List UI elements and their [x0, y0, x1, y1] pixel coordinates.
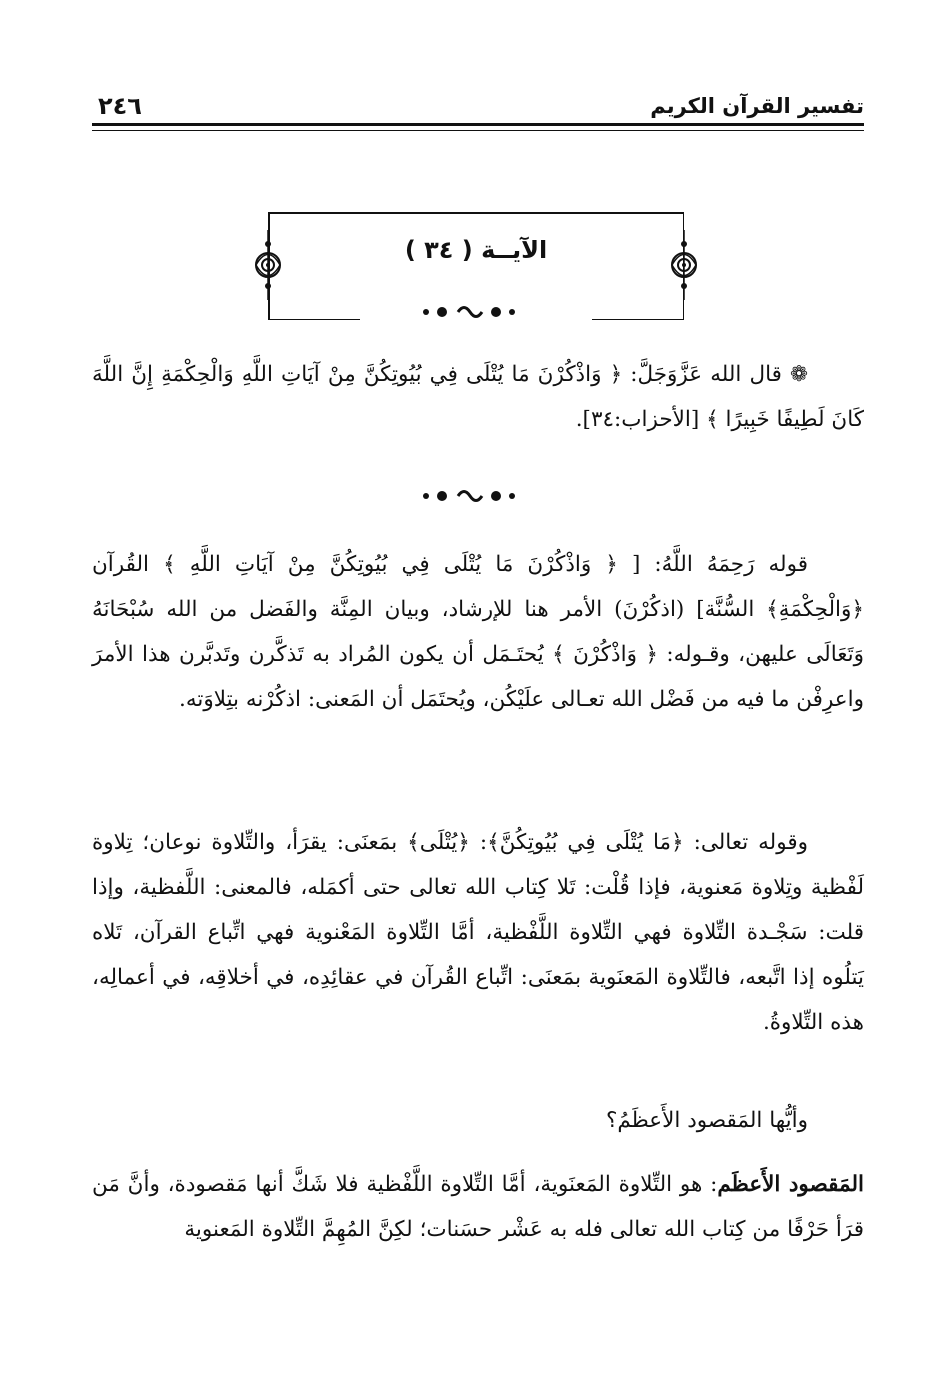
commentary-text: قوله رَحِمَهُ اللَّهُ: [ ﴿ وَاذْكُرْنَ مَا يُتْلَى فِي بُيُوتِكُنَّ مِنْ آيَاتِ اللَّهِ ﴾ القُرآن ﴿وَالْحِكْمَةِ﴾ السُّنَّة] (اذكُرْنَ) الأمر هنا للإرشاد، وبيان المِنَّة والفَضل من الله سُبْحَانَهُ وَتَعَالَى عليهن، وقـوله: ﴿ وَاذْكُرْنَ ﴾ يُحتَـمَل أن يكون المُراد به تَذكَّرن وتَدبَّرن هذا الأمرَ واعرِفْن ما فيه من فَضْل الله تعـالى علَيْكُن، ويُحتَمَل أن المَعنى: اذكُرْنه بتِلاوَته.: [92, 552, 864, 712]
page-number: ٢٤٦: [98, 92, 142, 120]
divider-dots-icon: [420, 486, 530, 506]
answer-paragraph: [92, 1162, 864, 1252]
answer-bold-lead: المَقصود الأَعظَم: [717, 1172, 864, 1197]
recitation-paragraph: [92, 820, 864, 1045]
answer-text: : هو التِّلاوة المَعنَوية، أمَّا التِّلاوة اللَّفْظية فلا شَكَّ أنها مَقصودة، وأنَّ مَن قرَأ حَرْفًا من كِتاب الله تعالى فله به عَشْر حسَنات؛ لكِنَّ المُهِمَّ التِّلاوة المَعنوية: [92, 1172, 864, 1242]
question-paragraph: [92, 1098, 864, 1143]
commentary-paragraph: [92, 542, 864, 722]
running-title: تفسير القرآن الكريم: [650, 94, 864, 118]
verse-paragraph: [92, 352, 864, 442]
verse-text: قال الله عَزَّوَجَلَّ: ﴿ وَاذْكُرْنَ مَا يُتْلَى فِي بُيُوتِكُنَّ مِنْ آيَاتِ اللَّهِ وَالْحِكْمَةِ إِنَّ اللَّهَ كَانَ لَطِيفًا خَبِيرًا ﴾ [الأحزاب:٣٤].: [92, 362, 864, 432]
header-rule-thin: [92, 130, 864, 131]
verse-number-heading: الآيــة ( ٣٤ ): [404, 236, 548, 264]
header-rule-thick: [92, 123, 864, 126]
page-header: [92, 88, 864, 128]
recitation-text: وقوله تعالى: ﴿مَا يُتْلَى فِي بُيُوتِكُنَّ﴾: ﴿يُتْلَى﴾ بمَعنَى: يقرَأ، والتِّلاوة نوعان؛ تِلاوة لَفْظية وتِلاوة مَعنوية، فإذا قُلْت: تَلا كِتاب الله تعالى حتى أكمَله، فالمعنى: اللَّفظية، وإذا قلت: سَجْـدة التِّلاوة فهي التِّلاوة اللَّفْظية، أمَّا التِّلاوة المَعْنوية فهي اتِّباع القرآن، تَلاه يَتلُوه إذا اتَّبعه، فالتِّلاوة المَعنَوية بمَعنَى: اتِّباع القُرآن في عقائِدِه، في أخلاقِه، في أعمالِه، هذه التِّلاوةُ.: [92, 830, 864, 1035]
flower-bullet-icon: ❁: [781, 362, 808, 387]
divider-dots-icon: [420, 302, 530, 322]
question-text: وأيُّها المَقصود الأَعظَمُ؟: [605, 1108, 808, 1133]
